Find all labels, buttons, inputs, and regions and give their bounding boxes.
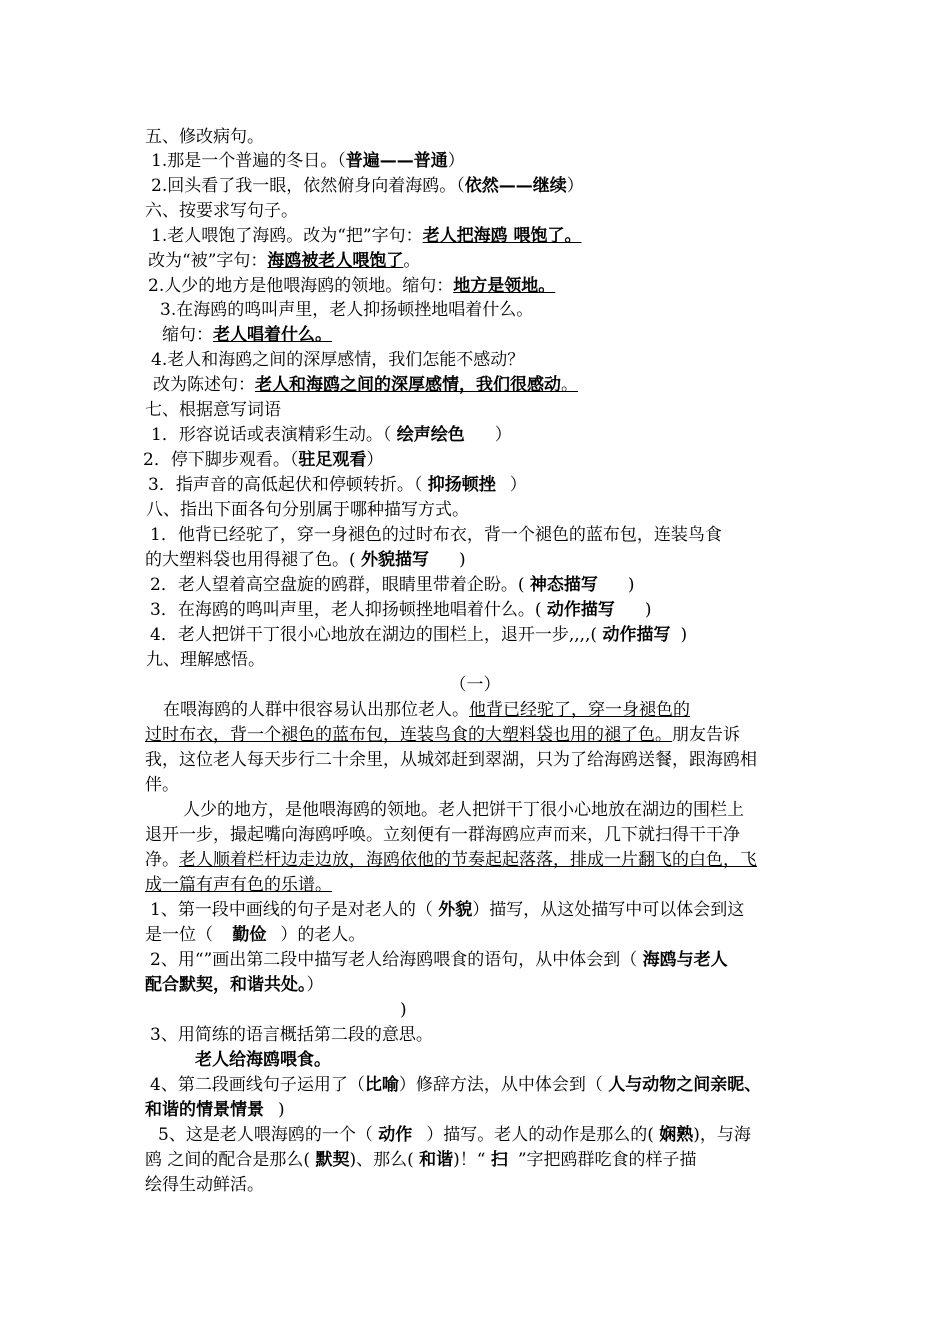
underlined-sentence: 他背已经驼了，穿一身褪色的 [469,700,690,720]
section-title: 七、根据意写词语 [145,400,281,420]
exercise-line: 2.回头看了我一眼，依然俯身向着海鸥。（依然——继续） [151,176,584,196]
exercise-line: 绘得生动鲜活。 [145,1175,264,1195]
answer: 动作描写 [546,600,615,620]
answer: 外貌描写 [361,550,430,570]
answer: 勤俭 [232,925,267,945]
answer: 比喻 [364,1075,399,1095]
part-heading: （一） [449,675,501,695]
passage-line: 人少的地方，是他喂海鸥的领地。老人把饼干丁很小心地放在湖边的围栏上 [183,800,744,820]
exercise-line: 4、第二段画线句子运用了（比喻）修辞方法，从中体会到（ 人与动物之间亲昵、 [150,1075,762,1095]
answer: 海鸥被老人喂饱了 [267,251,404,271]
answer: 老人把海鸥 喂饱了。 [422,226,582,246]
exercise-line: 是一位（ 勤俭 ）的老人。 [145,925,366,945]
answer: 老人唱着什么。 [213,325,332,345]
answer: 绘声绘色 [396,425,465,445]
exercise-line: 3．指声音的高低起伏和停顿转折。（ 抑扬顿挫 ） [148,475,527,495]
passage-line: 过时布衣，背一个褪色的蓝布包，连装鸟食的大塑料袋也用的褪了色。朋友告诉 [145,725,740,745]
exercise-line: 1．形容说话或表演精彩生动。（ 绘声绘色 ） [151,425,512,445]
exercise-line: 改为陈述句：老人和海鸥之间的深厚感情，我们很感动。 [153,375,578,395]
underlined-sentence: 老人顺着栏杆边走边放，海鸥依他的节奏起起落落，排成一片翻飞的白色，飞 [179,850,757,870]
passage-line: 伴。 [145,775,179,795]
section-title: 九、理解感悟。 [146,650,265,670]
answer: 依然——继续 [464,176,567,196]
answer: 老人给海鸥喂食。 [195,1050,331,1070]
passage-line: 净。老人顺着栏杆边走边放，海鸥依他的节奏起起落落，排成一片翻飞的白色，飞 [145,850,757,870]
exercise-line: 的大塑料袋也用得褪了色。( 外貌描写 ) [145,550,466,570]
passage-line: 退开一步，撮起嘴向海鸥呼唤。立刻便有一群海鸥应声而来，几下就扫得干干净 [145,825,740,845]
answer: 普遍——普通 [345,151,448,171]
exercise-line: ) [400,1000,407,1020]
answer: 娴熟 [659,1125,694,1145]
answer: 抑扬顿挫 [427,475,496,495]
exercise-line: 2.人少的地方是他喂海鸥的领地。缩句：地方是领地。 [148,276,556,296]
exercise-line: 5、这是老人喂海鸥的一个（ 动作 ）描写。老人的动作是那么的( 娴熟)，与海 [158,1125,751,1145]
exercise-line: 缩句：老人唱着什么。 [162,325,332,345]
exercise-line: 2．停下脚步观看。（驻足观看） [143,450,384,470]
answer: 动作描写 [602,625,671,645]
passage-line [145,873,332,897]
passage-line: 在喂海鸥的人群中很容易认出那位老人。他背已经驼了，穿一身褪色的 [163,700,690,720]
answer: 默契 [315,1150,350,1170]
exercise-line: 配合默契，和谐共处。） [145,975,324,995]
passage-line: 我，这位老人每天步行二十余里，从城郊赶到翠湖，只为了给海鸥送餐，跟海鸥相 [145,750,757,770]
exercise-line: 4．老人把饼干丁很小心地放在湖边的围栏上，退开一步,,,,( 动作描写 ) [150,625,688,645]
section-title: 八、指出下面各句分别属于哪种描写方式。 [146,500,469,520]
exercise-line: 3．在海鸥的鸣叫声里，老人抑扬顿挫地唱着什么。( 动作描写 ) [150,600,652,620]
exercise-line: 改为“被”字句：海鸥被老人喂饱了。 [148,251,421,271]
exercise-line: 4.老人和海鸥之间的深厚感情，我们怎能不感动？ [151,350,525,370]
answer: 动作 [378,1125,413,1145]
exercise-line: 2、用“”画出第二段中描写老人给海鸥喂食的语句，从中体会到（ 海鸥与老人 [150,950,728,970]
section-title: 五、修改病句。 [145,127,264,147]
answer: 地方是领地。 [453,276,556,296]
underlined-sentence: 成一篇有声有色的乐谱。 [145,875,332,895]
answer: 外貌 [438,900,473,920]
underlined-sentence: 过时布衣，背一个褪色的蓝布包，连装鸟食的大塑料袋也用的褪了色。 [145,725,672,745]
exercise-line: 1.那是一个普遍的冬日。（普遍——普通） [151,151,465,171]
answer: 海鸥与老人 [642,950,728,970]
section-title: 六、按要求写句子。 [145,201,298,221]
answer: 和谐 [419,1150,454,1170]
answer: 老人和海鸥之间的深厚感情，我们很感动 [255,375,561,395]
exercise-line: 3.在海鸥的鸣叫声里，老人抑扬顿挫地唱着什么。 [160,300,534,320]
exercise-line: 1．他背已经驼了，穿一身褪色的过时布衣，背一个褪色的蓝布包，连装鸟食 [150,525,722,545]
exercise-line: 和谐的情景情景 ) [145,1100,285,1120]
answer: 和谐的情景情景 [145,1100,264,1120]
exercise-line: 1、第一段中画线的句子是对老人的（ 外貌）描写，从这处描写中可以体会到这 [150,900,745,920]
answer: 扫 [490,1150,508,1170]
exercise-line: 2．老人望着高空盘旋的鸥群，眼睛里带着企盼。( 神态描写 ) [150,575,635,595]
exercise-line: 1.老人喂饱了海鸥。改为“把”字句：老人把海鸥 喂饱了。 [151,226,582,246]
answer: 驻足观看 [298,450,367,470]
answer: 配合默契，和谐共处。 [145,975,307,995]
exercise-line: 3、用简练的语言概括第二段的意思。 [150,1025,433,1045]
exercise-line: 鸥 之间的配合是那么( 默契)、那么( 和谐)！“ 扫 ”字把鸥群吃食的样子描 [145,1150,697,1170]
answer: 神态描写 [529,575,598,595]
answer: 人与动物之间亲昵、 [608,1075,762,1095]
